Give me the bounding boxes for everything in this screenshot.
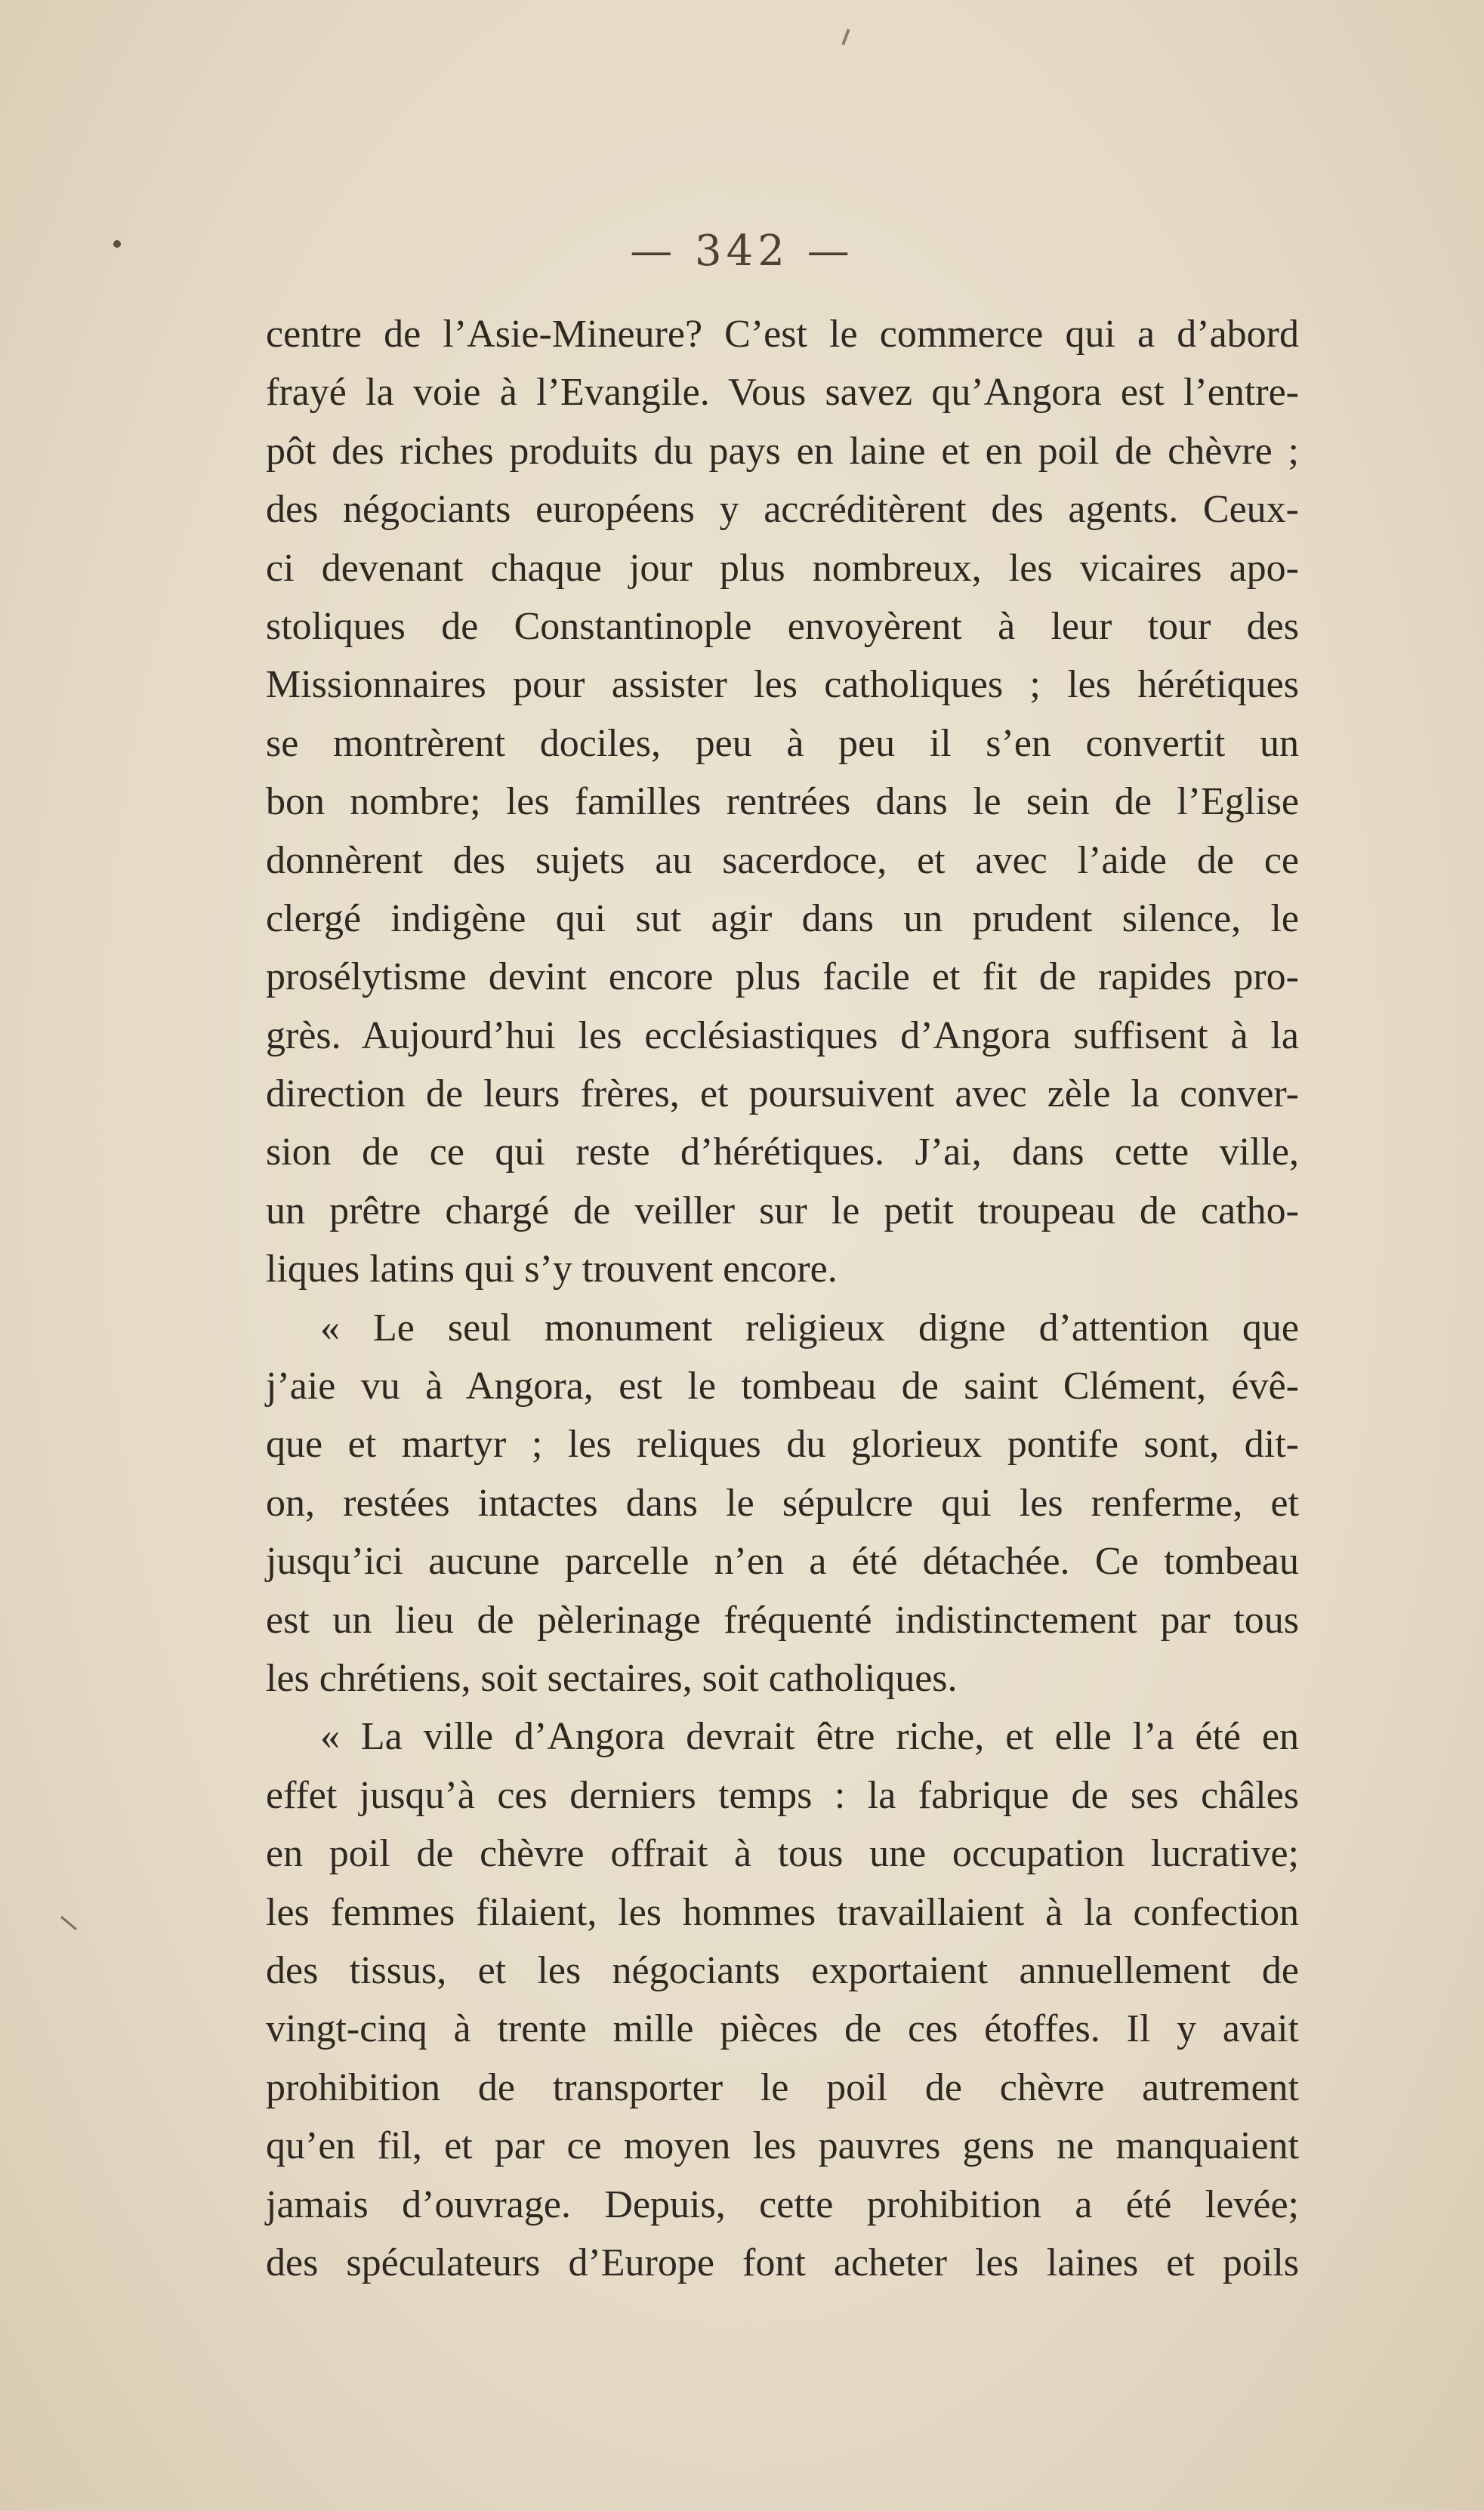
text-line: clergé indigène qui sut agir dans un prudent silence, le [266, 896, 1299, 940]
text-line: ci devenant chaque jour plus nombreux, les vicaires apo- [266, 546, 1299, 590]
text-line: jusqu’ici aucune parcelle n’en a été détachée. Ce tombeau [266, 1540, 1299, 1584]
text-line: sion de ce qui reste d’hérétiques. J’ai, dans cette ville, [266, 1131, 1299, 1174]
text-line: jamais d’ouvrage. Depuis, cette prohibition a été levée; [266, 2182, 1299, 2226]
page-number: — 342 — [630, 227, 854, 276]
text-line: que et martyr ; les reliques du glorieux pontife sont, dit- [266, 1423, 1299, 1467]
text-line: pôt des riches produits du pays en laine et en poil de chèvre ; [266, 429, 1299, 473]
text-line: effet jusqu’à ces derniers temps : la fabrique de ses châles [266, 1773, 1299, 1817]
text-line: prohibition de transporter le poil de chèvre autrement [266, 2065, 1299, 2109]
text-line: donnèrent des sujets au sacerdoce, et avec l’aide de ce [266, 838, 1299, 882]
text-line: des tissus, et les négociants exportaient annuellement de [266, 1948, 1299, 1992]
text-line: liques latins qui s’y trouvent encore. [266, 1248, 838, 1291]
text-line: direction de leurs frères, et poursuivent avec zèle la conver- [266, 1072, 1299, 1116]
text-line: les chrétiens, soit sectaires, soit catholiques. [266, 1656, 958, 1700]
text-line: se montrèrent dociles, peu à peu il s’en convertit un [266, 721, 1299, 765]
text-line: en poil de chèvre offrait à tous une occupation lucrative; [266, 1832, 1299, 1876]
text-line: prosélytisme devint encore plus facile et fit de rapides pro- [266, 955, 1299, 999]
printer-speck [841, 29, 850, 45]
text-line: j’aie vu à Angora, est le tombeau de saint Clément, évê- [266, 1365, 1299, 1408]
text-line: bon nombre; les familles rentrées dans le sein de l’Eglise [266, 780, 1299, 824]
text-line: « Le seul monument religieux digne d’attention que [320, 1306, 1299, 1350]
text-line: « La ville d’Angora devrait être riche, et elle l’a été en [320, 1715, 1299, 1759]
text-line: vingt-cinq à trente mille pièces de ces étoffes. Il y avait [266, 2007, 1299, 2051]
printer-speck [113, 240, 121, 248]
text-line: un prêtre chargé de veiller sur le petit troupeau de catho- [266, 1189, 1299, 1232]
text-line: qu’en fil, et par ce moyen les pauvres gens ne manquaient [266, 2124, 1299, 2168]
body-text [266, 305, 1299, 2292]
text-line: stoliques de Constantinople envoyèrent à leur tour des [266, 604, 1299, 648]
text-line: est un lieu de pèlerinage fréquenté indistinctement par tous [266, 1598, 1299, 1642]
text-line: on, restées intactes dans le sépulcre qui les renferme, et [266, 1481, 1299, 1525]
text-line: les femmes filaient, les hommes travaillaient à la confection [266, 1890, 1299, 1934]
text-line: centre de l’Asie-Mineure? C’est le commerce qui a d’abord [266, 313, 1299, 356]
text-line: des négociants européens y accréditèrent des agents. Ceux- [266, 488, 1299, 532]
text-line: frayé la voie à l’Evangile. Vous savez qu’Angora est l’entre- [266, 371, 1299, 415]
text-line: des spéculateurs d’Europe font acheter les laines et poils [266, 2241, 1299, 2284]
printer-speck [60, 1916, 77, 1930]
text-line: Missionnaires pour assister les catholiques ; les hérétiques [266, 663, 1299, 707]
text-line: grès. Aujourd’hui les ecclésiastiques d’Angora suffisent à la [266, 1013, 1299, 1057]
